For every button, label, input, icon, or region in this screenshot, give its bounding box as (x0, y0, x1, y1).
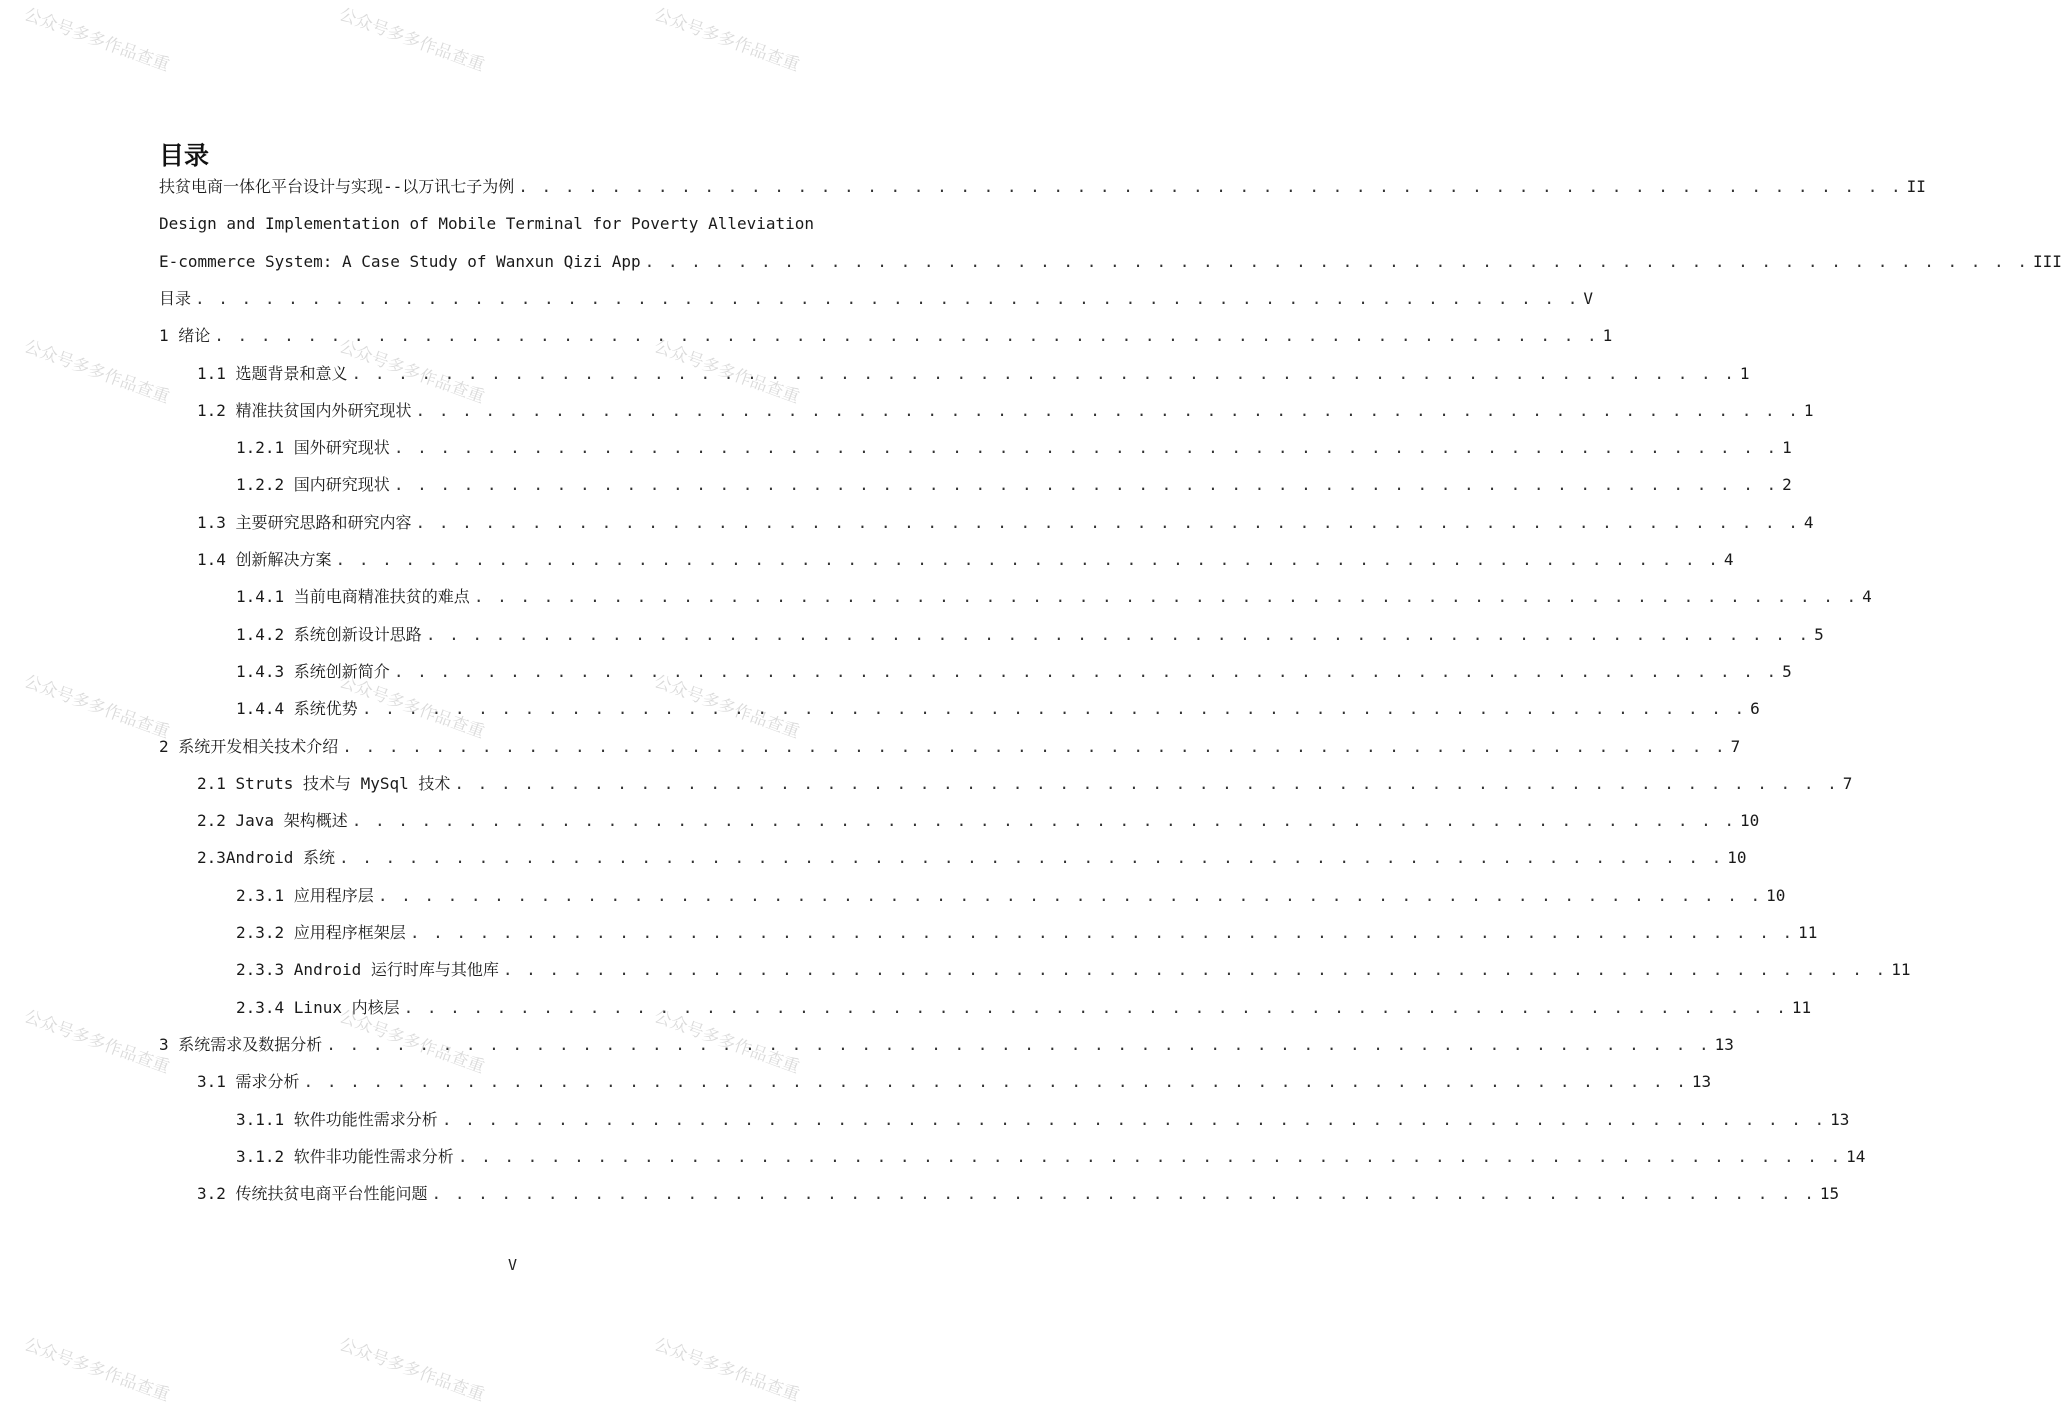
toc-entry[interactable] (236, 466, 1792, 503)
toc-entry-title: 2.3.3 Android 运行时库与其他库 (236, 960, 499, 980)
toc-entry-title: E-commerce System: A Case Study of Wanxun Qizi App (159, 251, 641, 271)
toc-entry-title: 1.4.4 系统优势 (236, 699, 358, 719)
toc-entry-title: 3.2 传统扶贫电商平台性能问题 (197, 1184, 428, 1204)
toc-leader-dots: . . . . . . . . . . . . . . . . . . . . . . . . . . . . . . . . . . . . . . . . . . . . . . . . . . . . . . . . . . . . (502, 960, 1888, 980)
toc-leader-dots: . . . . . . . . . . . . . . . . . . . . . . . . . . . . . . . . . . . . . . . . . . . . . . . . . . . . . . . . . . . . (377, 885, 1763, 905)
watermark-text: 公众号多多作品查重 (651, 1334, 803, 1406)
watermark-text: 公众号多多作品查重 (21, 336, 173, 408)
toc-entry-page: 2 (1782, 475, 1792, 495)
toc-entry[interactable] (159, 317, 1613, 354)
toc-leader-dots: . . . . . . . . . . . . . . . . . . . . . . . . . . . . . . . . . . . . . . . . . . . . . . . . . . . . . . . . . . . . (303, 1072, 1688, 1092)
toc-leader-dots: . . . . . . . . . . . . . . . . . . . . . . . . . . . . . . . . . . . . . . . . . . . . . . . . . . . . . . . . . . . . (351, 363, 1736, 383)
toc-entry[interactable] (159, 243, 2062, 280)
toc-entry[interactable] (236, 1138, 1866, 1175)
toc-entry-title: 3.1.2 软件非功能性需求分析 (236, 1146, 454, 1166)
toc-entry-title: 1.4.3 系统创新简介 (236, 661, 390, 681)
toc-leader-dots: . . . . . . . . . . . . . . . . . . . . . . . . . . . . . . . . . . . . . . . . . . . . . . . . . . . . . . . . . . . . (454, 773, 1839, 793)
watermark-text: 公众号多多作品查重 (21, 1334, 173, 1406)
toc-entry-page: 11 (1791, 997, 1812, 1017)
toc-leader-dots: . . . . . . . . . . . . . . . . . . . . . . . . . . . . . . . . . . . . . . . . . . . . . . . . . . . . . . . . . . . . (403, 997, 1788, 1017)
toc-entry[interactable] (236, 951, 1911, 988)
toc-entry-title: 2 系统开发相关技术介绍 (159, 736, 339, 756)
toc-entry-title: 1.3 主要研究思路和研究内容 (197, 512, 412, 532)
toc-entry-title: 目录 (159, 288, 192, 308)
toc-entry-page: 10 (1727, 848, 1747, 868)
toc-entry-title: 1.4.2 系统创新设计思路 (236, 624, 422, 644)
toc-leader-dots: . . . . . . . . . . . . . . . . . . . . . . . . . . . . . . . . . . . . . . . . . . . . . . . . . . . . . . . . . . . . (425, 624, 1811, 644)
toc-entry-title: 1.4 创新解决方案 (197, 550, 332, 569)
watermark-text: 公众号多多作品查重 (21, 1006, 173, 1078)
toc-entry-page: V (1583, 288, 1593, 308)
toc-leader-dots: . . . . . . . . . . . . . . . . . . . . . . . . . . . . . . . . . . . . . . . . . . . . . . . . . . . . . . . . . . . . (415, 512, 1800, 532)
toc-entry[interactable] (197, 839, 1747, 876)
toc-entry[interactable] (197, 392, 1814, 429)
toc-entry-page: 1 (1803, 400, 1814, 420)
toc-leader-dots: . . . . . . . . . . . . . . . . . . . . . . . . . . . . . . . . . . . . . . . . . . . . . . . . . . . . . . . . . . . . (644, 251, 2029, 271)
toc-leader-dots: . . . . . . . . . . . . . . . . . . . . . . . . . . . . . . . . . . . . . . . . . . . . . . . . . . . . . . . . . . . . (351, 811, 1737, 831)
toc-entry-page: 1 (1739, 363, 1750, 383)
toc-entry-title: 2.3.1 应用程序层 (236, 885, 374, 905)
toc-leader-dots: . . . . . . . . . . . . . . . . . . . . . . . . . . . . . . . . . . . . . . . . . . . . . . . . . . . . . . . . . . . . (431, 1184, 1816, 1204)
page-number: V (507, 1256, 518, 1274)
watermark-text: 公众号多多作品查重 (336, 1334, 488, 1406)
watermark-text: 公众号多多作品查重 (651, 1006, 803, 1078)
toc-leader-dots: . . . . . . . . . . . . . . . . . . . . . . . . . . . . . . . . . . . . . . . . . . . . . . . . . . . . . . . . . . . . (342, 736, 1727, 756)
toc-entry-title: 1.2.2 国内研究现状 (236, 475, 390, 495)
toc-entry-page: 1 (1602, 326, 1613, 346)
toc-entry-title: 1.1 选题背景和意义 (197, 363, 348, 383)
watermark-text: 公众号多多作品查重 (651, 4, 803, 76)
toc-entry[interactable] (159, 168, 1926, 205)
toc-leader-dots: . . . . . . . . . . . . . . . . . . . . . . . . . . . . . . . . . . . . . . . . . . . . . . . . . . . . . . . . . . . . (393, 438, 1779, 458)
watermark-text: 公众号多多作品查重 (336, 671, 488, 743)
toc-entry-page: 6 (1750, 699, 1760, 719)
toc-entry-title: 1.2 精准扶贫国内外研究现状 (197, 400, 412, 420)
toc-entry-page: 7 (1842, 773, 1853, 793)
toc-entry-page: 11 (1891, 960, 1911, 980)
toc-entry[interactable] (159, 1026, 1734, 1063)
toc-entry-title: 2.2 Java 架构概述 (197, 811, 348, 831)
toc-entry-page: 5 (1814, 624, 1824, 644)
watermark-text: 公众号多多作品查重 (21, 4, 173, 76)
toc-leader-dots: . . . . . . . . . . . . . . . . . . . . . . . . . . . . . . . . . . . . . . . . . . . . . . . . . . . . . . . . . . . . (338, 848, 1724, 868)
toc-entry-title: 1.4.1 当前电商精准扶贫的难点 (236, 587, 470, 607)
toc-entry[interactable] (236, 616, 1824, 653)
toc-entry[interactable] (197, 1063, 1712, 1100)
toc-entry-page: 13 (1714, 1034, 1734, 1054)
toc-entry[interactable] (236, 429, 1792, 466)
toc-entry[interactable] (236, 1101, 1850, 1138)
toc-leader-dots: . . . . . . . . . . . . . . . . . . . . . . . . . . . . . . . . . . . . . . . . . . . . . . . . . . . . . . . . . . . . (473, 587, 1859, 607)
toc-entry[interactable] (236, 989, 1812, 1026)
watermark-text: 公众号多多作品查重 (336, 1006, 488, 1078)
toc-entry[interactable] (197, 802, 1760, 839)
toc-entry-page: 1 (1782, 438, 1792, 458)
toc-entry[interactable] (197, 765, 1853, 802)
toc-entry[interactable] (197, 541, 1734, 578)
toc-entry-page: 11 (1798, 923, 1818, 942)
toc-entry[interactable] (159, 728, 1741, 765)
toc-entry-title: 3 系统需求及数据分析 (159, 1034, 323, 1054)
toc-leader-dots: . . . . . . . . . . . . . . . . . . . . . . . . . . . . . . . . . . . . . . . . . . . . . . . . . . . . . . . . . . . . (441, 1109, 1827, 1129)
toc-title: 目录 (159, 141, 210, 170)
toc-entry[interactable] (159, 205, 836, 242)
toc-entry-title: 1 绪论 (159, 326, 211, 346)
toc-entry-page: 13 (1691, 1072, 1712, 1092)
toc-leader-dots: . . . . . . . . . . . . . . . . . . . . . . . . . . . . . . . . . . . . . . . . . . . . . . . . . . . . . . . . . . . . (409, 923, 1795, 942)
toc-entry[interactable] (197, 1175, 1840, 1212)
watermark-text: 公众号多多作品查重 (336, 4, 488, 76)
toc-entry-page: 7 (1730, 736, 1741, 756)
toc-entry-page: 15 (1819, 1184, 1840, 1204)
watermark-text: 公众号多多作品查重 (21, 671, 173, 743)
toc-entry[interactable] (236, 877, 1786, 914)
toc-entry-title: 2.1 Struts 技术与 MySql 技术 (197, 773, 451, 793)
toc-entry-page: 5 (1782, 661, 1792, 681)
toc-entry-title: 2.3.2 应用程序框架层 (236, 923, 406, 942)
toc-leader-dots: . . . . . . . . . . . . . . . . . . . . . . . . . . . . . . . . . . . . . . . . . . . . . . . . . . . . . . . . . . . . (195, 288, 1580, 308)
toc-entry[interactable] (236, 914, 1818, 951)
toc-entry-title: 3.1 需求分析 (197, 1072, 300, 1092)
toc-entry-title: 2.3Android 系统 (197, 848, 335, 868)
toc-leader-dots: . . . . . . . . . . . . . . . . . . . . . . . . . . . . . . . . . . . . . . . . . . . . . . . . . . . . . . . . . . . . (457, 1146, 1843, 1166)
toc-leader-dots: . . . . . . . . . . . . . . . . . . . . . . . . . . . . . . . . . . . . . . . . . . . . . . . . . . . . . . . . . . . . (518, 177, 1903, 196)
toc-entry[interactable] (159, 280, 1593, 317)
toc-entry-title: 3.1.1 软件功能性需求分析 (236, 1109, 438, 1129)
toc-entry-page: III (2032, 251, 2062, 271)
toc-entry-page: 4 (1803, 512, 1814, 532)
toc-entry[interactable] (236, 690, 1760, 727)
toc-entry-page: II (1906, 177, 1926, 196)
toc-entry-page: 4 (1862, 587, 1872, 607)
toc-entry-page: 13 (1830, 1109, 1850, 1129)
toc-leader-dots: . . . . . . . . . . . . . . . . . . . . . . . . . . . . . . . . . . . . . . . . . . . . . . . . . . . . . . . . . . . . (214, 326, 1599, 346)
toc-entry[interactable] (236, 653, 1792, 690)
toc-leader-dots: . . . . . . . . . . . . . . . . . . . . . . . . . . . . . . . . . . . . . . . . . . . . . . . . . . . . . . . . . . . . (393, 475, 1779, 495)
toc-entry-title: Design and Implementation of Mobile Terminal for Poverty Alleviation (159, 214, 815, 234)
watermark-text: 公众号多多作品查重 (651, 336, 803, 408)
toc-entry-page: 10 (1766, 885, 1786, 905)
toc-entry-title: 1.2.1 国外研究现状 (236, 438, 390, 458)
watermark-text: 公众号多多作品查重 (336, 336, 488, 408)
toc-leader-dots: . . . . . . . . . . . . . . . . . . . . . . . . . . . . . . . . . . . . . . . . . . . . . . . . . . . . . . . . . . . . (326, 1034, 1711, 1054)
toc-leader-dots: . . . . . . . . . . . . . . . . . . . . . . . . . . . . . . . . . . . . . . . . . . . . . . . . . . . . . . . . . . . . (415, 400, 1800, 420)
toc-entry-title: 扶贫电商一体化平台设计与实现--以万讯七子为例 (159, 177, 515, 196)
toc-leader-dots: . . . . . . . . . . . . . . . . . . . . . . . . . . . . . . . . . . . . . . . . . . . . . . . . . . . . . . . . . . . . (335, 550, 1720, 569)
toc-leader-dots: . . . . . . . . . . . . . . . . . . . . . . . . . . . . . . . . . . . . . . . . . . . . . . . . . . . . . . . . . . . . (361, 699, 1747, 719)
toc-entry-page: 10 (1740, 811, 1760, 831)
toc-entry-page: 14 (1846, 1146, 1866, 1166)
toc-entry-title: 2.3.4 Linux 内核层 (236, 997, 400, 1017)
toc-entry[interactable] (236, 578, 1872, 615)
toc-entry-page: 4 (1723, 550, 1734, 569)
toc-leader-dots: . . . . . . . . . . . . . . . . . . . . . . . . . . . . . . . . . . . . . . . . . . . . . . . . . . . . . . . . . . . . (393, 661, 1779, 681)
toc-entry[interactable] (197, 355, 1750, 392)
toc-entry[interactable] (197, 504, 1814, 541)
watermark-text: 公众号多多作品查重 (651, 671, 803, 743)
